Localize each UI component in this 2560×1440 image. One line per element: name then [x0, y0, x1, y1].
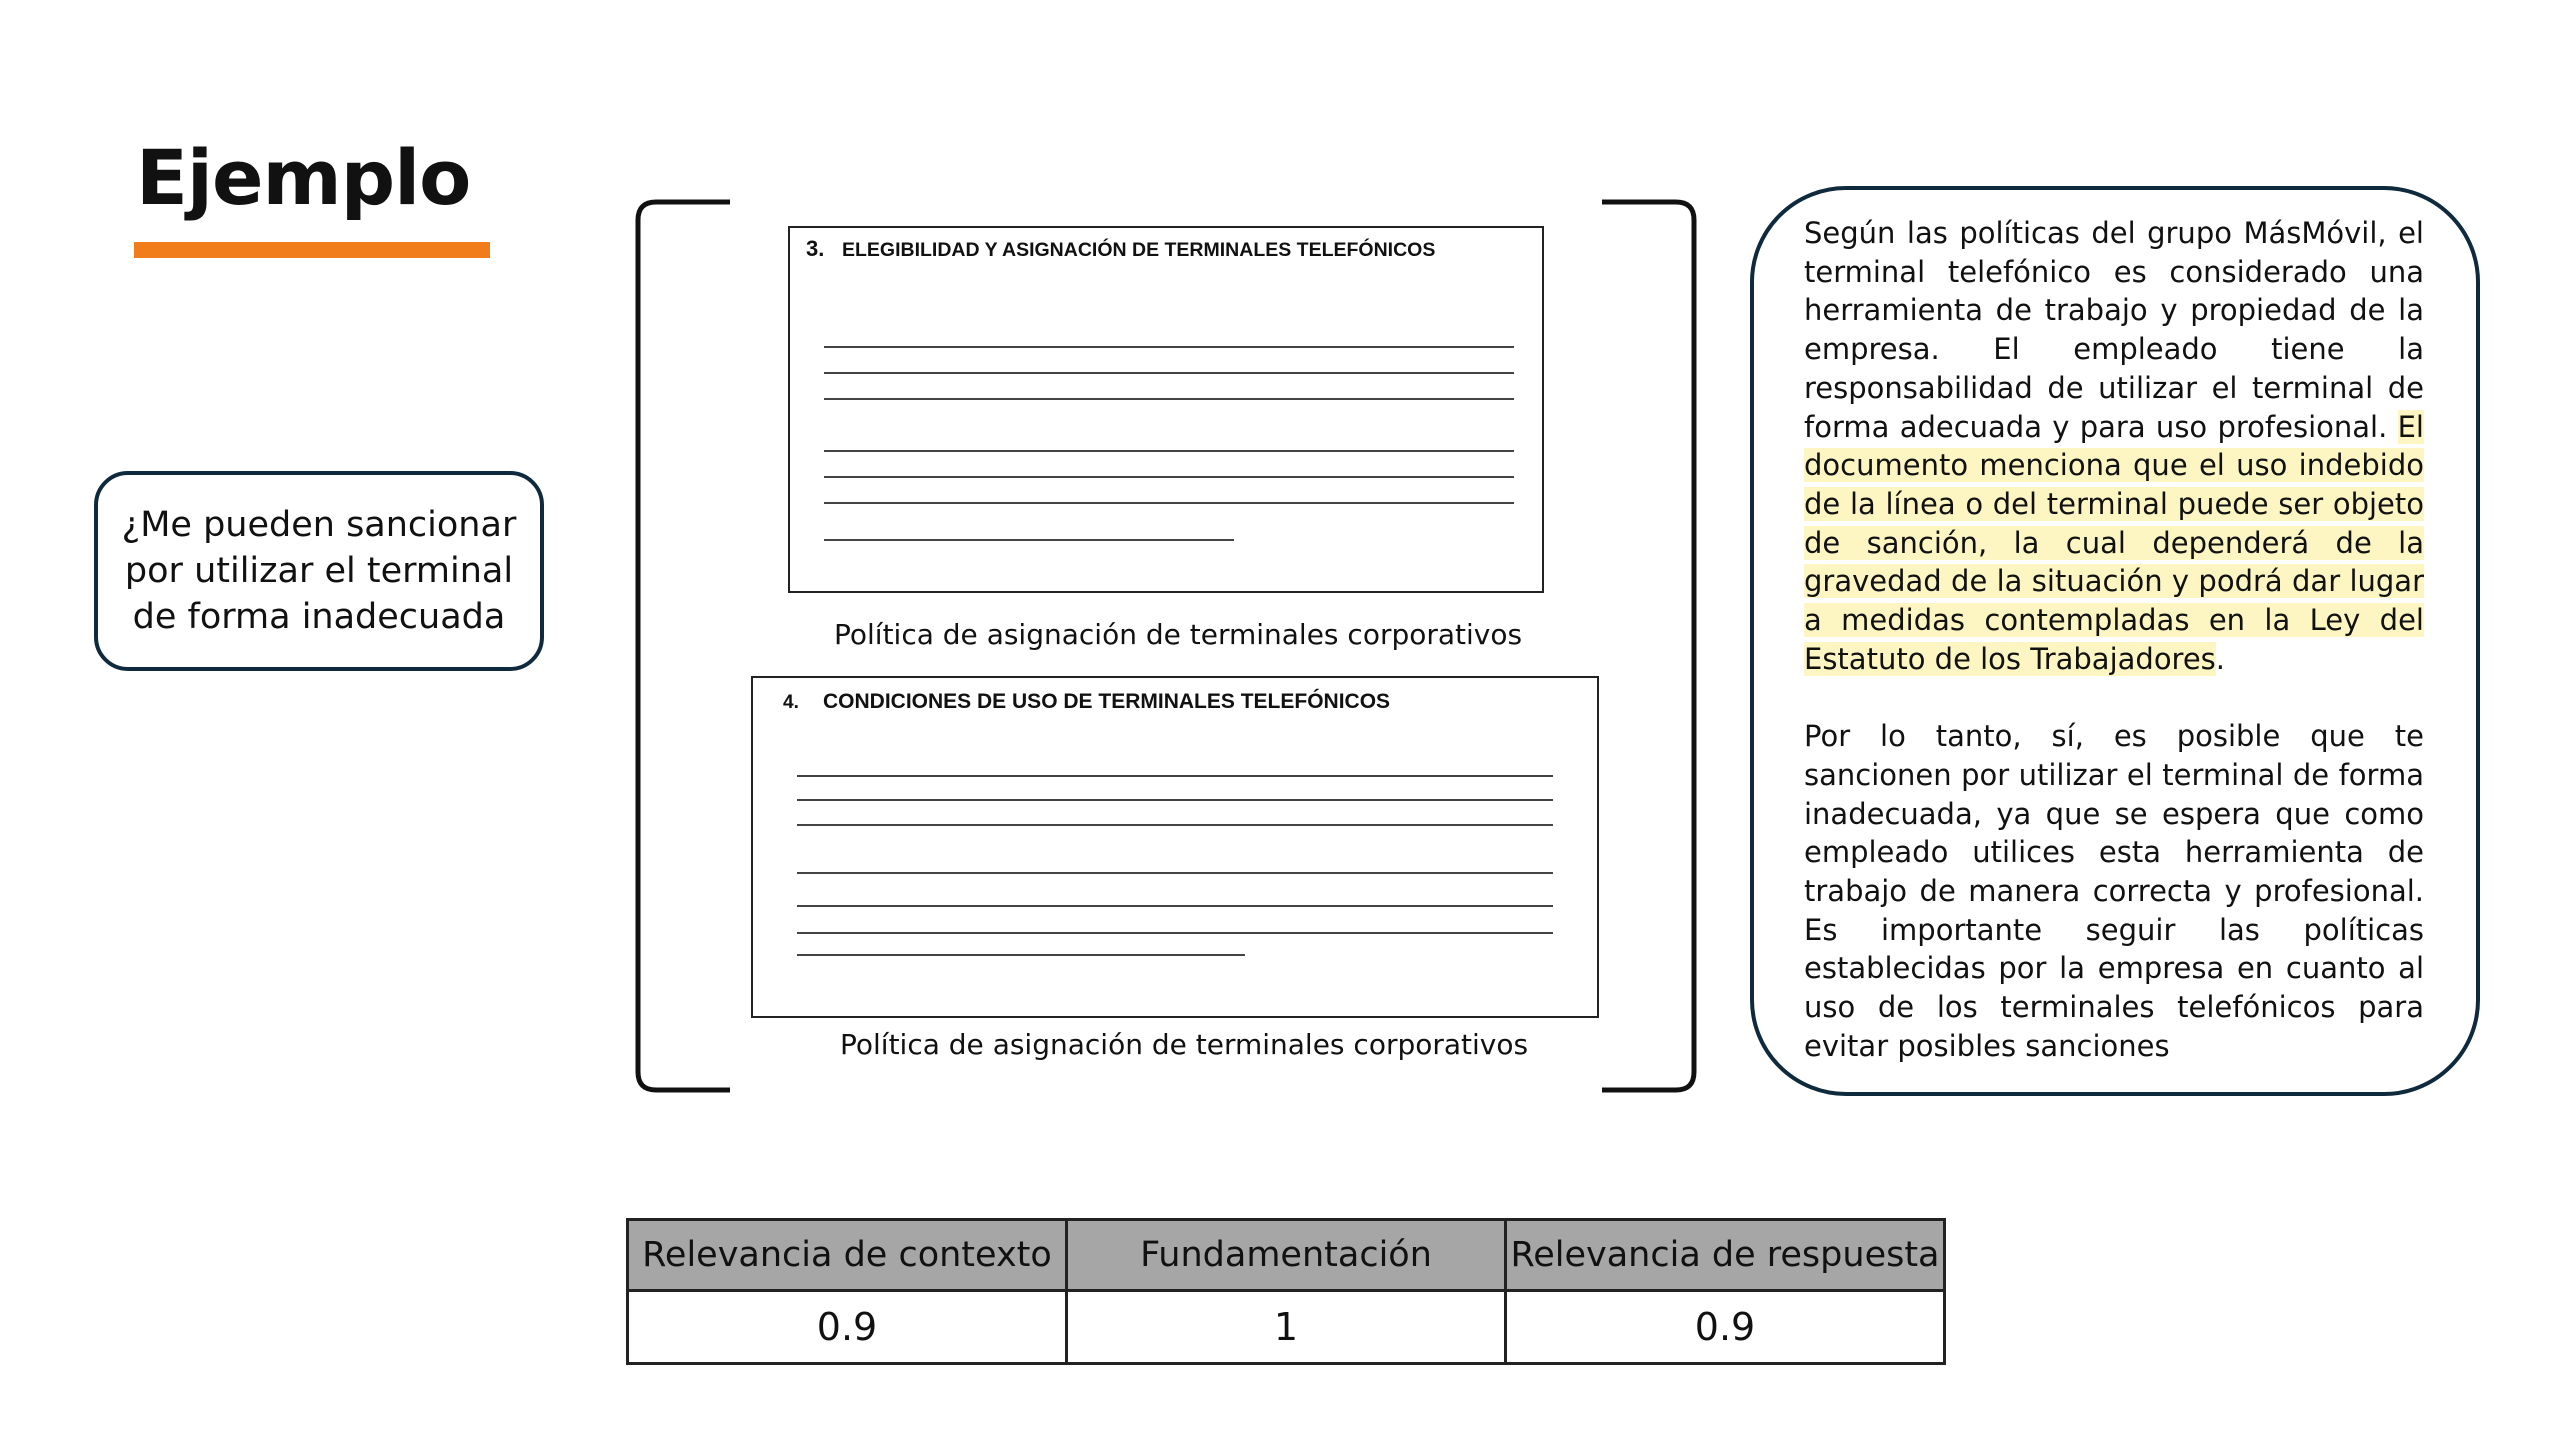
answer-part-1: Según las políticas del grupo MásMóvil, el terminal telefónico es considerado una herramienta de trabajo y propiedad de la empresa. El empleado tiene la responsabilidad de utilizar el terminal de forma adecuada y para uso profesional.	[1804, 216, 2424, 444]
slide-title: Ejemplo	[136, 133, 471, 222]
title-underline	[134, 242, 490, 258]
document-1-number: 3.	[806, 236, 825, 261]
metric-header-answer-relevance: Relevancia de respuesta	[1506, 1220, 1945, 1291]
document-1-text-line	[824, 346, 1514, 348]
document-2-text-line	[797, 932, 1553, 934]
answer-highlight: El documento menciona que el uso indebido de la línea o del terminal puede ser objeto de sanción, la cual dependerá de la gravedad de la situación y podrá dar lugar a medidas contempladas en la Ley del Estatuto de los Trabajadores	[1804, 409, 2424, 676]
document-2-caption: Política de asignación de terminales corporativos	[840, 1028, 1529, 1061]
document-1-text-line	[824, 372, 1514, 374]
metrics-header-row	[628, 1220, 1945, 1291]
question-text: ¿Me pueden sancionar por utilizar el terminal de forma inadecuada	[121, 505, 517, 637]
answer-text	[1804, 214, 2424, 1065]
document-1-text-line	[824, 450, 1514, 452]
metrics-table	[626, 1218, 1946, 1365]
metric-value-answer-relevance: 0.9	[1506, 1291, 1945, 1364]
document-1-text-line	[824, 539, 1234, 541]
document-2-text-line	[797, 775, 1553, 777]
document-2-number: 4.	[783, 692, 799, 713]
metric-header-groundedness: Fundamentación	[1067, 1220, 1506, 1291]
metric-value-groundedness: 1	[1067, 1291, 1506, 1364]
answer-paragraph-2: Por lo tanto, sí, es posible que te sancionen por utilizar el terminal de forma inadecuada, ya que se espera que como empleado utilices esta herramienta de trabajo de manera correcta y profesional. Es importante seguir las políticas establecidas por la empresa en cuanto al uso de los terminales telefónicos para evitar posibles sanciones	[1804, 719, 2424, 1063]
document-excerpt-1	[788, 226, 1544, 593]
metric-value-context-relevance: 0.9	[628, 1291, 1067, 1364]
metrics-value-row	[628, 1291, 1945, 1364]
left-bracket	[626, 196, 736, 1096]
document-1-text-line	[824, 398, 1514, 400]
document-2-text-line	[797, 905, 1553, 907]
question-box	[94, 471, 544, 671]
document-2-text-line	[797, 954, 1245, 956]
document-1-text-line	[824, 476, 1514, 478]
metric-header-context-relevance: Relevancia de contexto	[628, 1220, 1067, 1291]
document-1-text-line	[824, 502, 1514, 504]
document-2-heading: CONDICIONES DE USO DE TERMINALES TELEFÓNICOS	[823, 690, 1391, 713]
document-excerpt-2	[751, 676, 1599, 1018]
document-2-text-line	[797, 872, 1553, 874]
answer-part-1-end: .	[2215, 641, 2226, 676]
right-bracket	[1596, 196, 1706, 1096]
document-1-caption: Política de asignación de terminales corporativos	[834, 618, 1523, 651]
document-2-text-line	[797, 824, 1553, 826]
document-2-text-line	[797, 799, 1553, 801]
answer-paragraph-1	[1804, 214, 2424, 678]
document-1-heading: ELEGIBILIDAD Y ASIGNACIÓN DE TERMINALES TELEFÓNICOS	[842, 239, 1436, 261]
